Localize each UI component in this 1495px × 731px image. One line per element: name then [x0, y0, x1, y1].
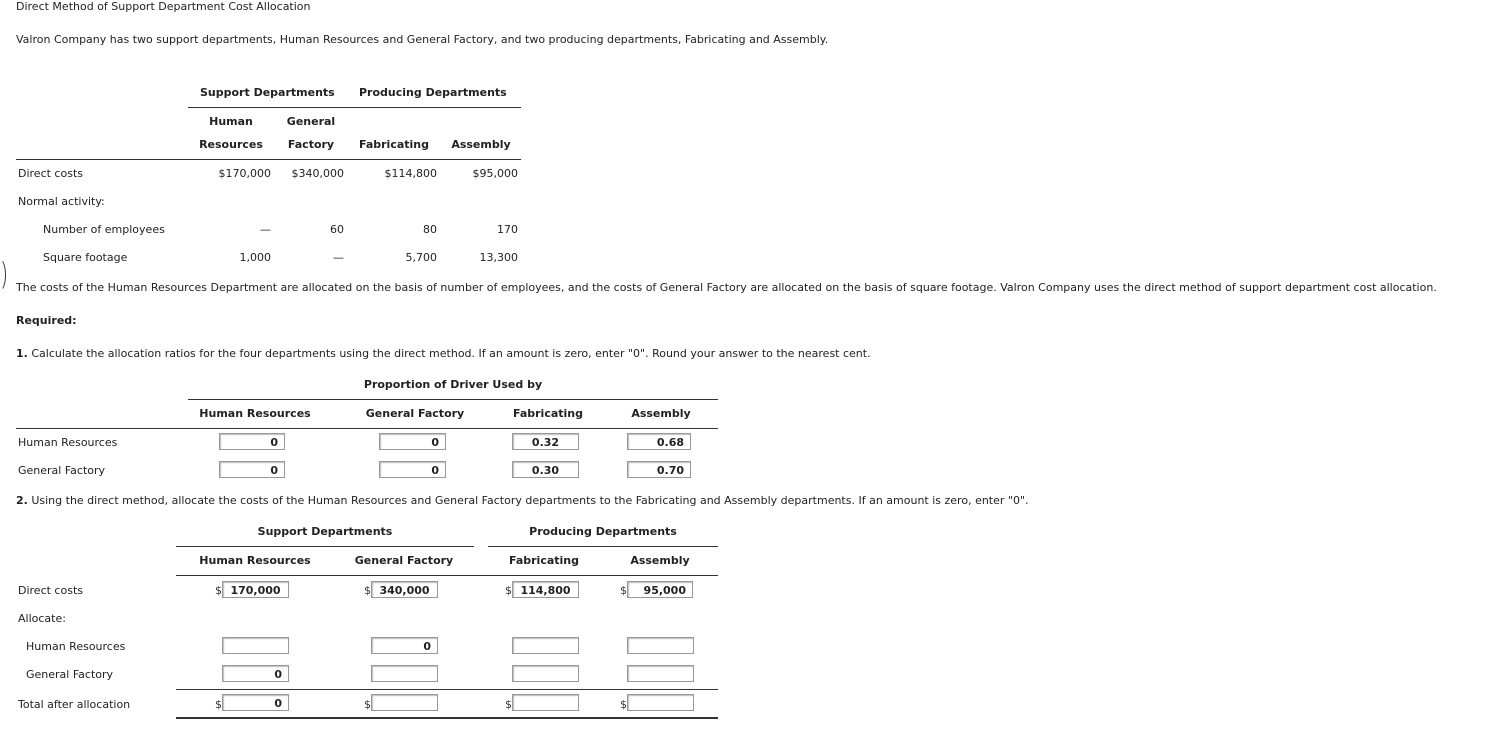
q2-row-label-total: Total after allocation [18, 698, 131, 711]
q2-double-underline [176, 717, 718, 719]
row-label-direct-costs: Direct costs [18, 167, 83, 180]
q2-row-label-alloc-gf: General Factory [26, 668, 114, 681]
required-label: Required: [16, 314, 77, 327]
row-label-normal-activity: Normal activity: [18, 195, 105, 208]
q2-row-label-alloc-hr: Human Resources [26, 640, 126, 653]
q1-text: Calculate the allocation ratios for the four departments using the direct method. If an amount is zero, enter "0". Round your answer to the nearest cent. [27, 347, 871, 360]
cell-emp-fab: 80 [423, 223, 437, 236]
q1-input-hr-hr[interactable]: 0 [219, 433, 285, 450]
q2-prompt [16, 494, 1029, 507]
q2-group-support: Support Departments [257, 525, 393, 538]
currency-symbol: $ [364, 584, 371, 597]
page-title: Direct Method of Support Department Cost Allocation [16, 0, 311, 13]
q2-row-label-direct: Direct costs [18, 584, 83, 597]
col-fab: Fabricating [358, 138, 430, 151]
q1-column-divider [16, 428, 718, 429]
intro-text: Valron Company has two support departments, Human Resources and General Factory, and two producing departments, Fabricating and Assembly. [16, 33, 829, 46]
cell-emp-gf: 60 [330, 223, 344, 236]
q1-input-gf-gf[interactable]: 0 [379, 461, 446, 478]
currency-symbol: $ [215, 584, 222, 597]
q2-input-total-hr[interactable]: 0 [222, 694, 289, 711]
q1-group-header: Proportion of Driver Used by [363, 378, 543, 391]
cell-direct-fab: $114,800 [384, 167, 437, 180]
q2-group-producing: Producing Departments [529, 525, 677, 538]
q2-input-total-gf[interactable] [371, 694, 438, 711]
cell-emp-asm: 170 [497, 223, 518, 236]
q2-row-label-allocate: Allocate: [18, 612, 66, 625]
row-label-sqft: Square footage [43, 251, 128, 264]
q2-support-divider [176, 546, 474, 547]
cell-sqft-asm: 13,300 [479, 251, 518, 264]
q1-number: 1. [16, 347, 28, 360]
q2-input-direct-gf[interactable]: 340,000 [371, 581, 438, 598]
currency-symbol: $ [505, 698, 512, 711]
cell-sqft-gf: — [333, 251, 344, 264]
q1-input-hr-asm[interactable]: 0.68 [627, 433, 691, 450]
q2-col-fab: Fabricating [508, 554, 580, 567]
q2-input-alloc-hr-gf[interactable]: 0 [371, 637, 438, 654]
q1-input-gf-hr[interactable]: 0 [219, 461, 285, 478]
q1-col-hr: Human Resources [199, 407, 311, 420]
col-asm: Assembly [451, 138, 511, 151]
cell-direct-hr: $170,000 [218, 167, 271, 180]
q1-input-hr-fab[interactable]: 0.32 [512, 433, 579, 450]
q2-input-direct-hr[interactable]: 170,000 [222, 581, 289, 598]
cell-sqft-fab: 5,700 [405, 251, 437, 264]
q1-col-fab: Fabricating [512, 407, 584, 420]
basis-text: The costs of the Human Resources Department are allocated on the basis of number of employees, and the costs of General Factory are allocated on the basis of square footage. Valron Company uses the direct method of support department cost allocation. [16, 281, 1437, 294]
currency-symbol: $ [620, 584, 627, 597]
header-divider [188, 107, 521, 108]
q2-input-direct-asm[interactable]: 95,000 [627, 581, 693, 598]
q2-col-gf: General Factory [354, 554, 454, 567]
currency-symbol: $ [505, 584, 512, 597]
q1-row-label-gf: General Factory [18, 464, 106, 477]
q2-input-alloc-gf-asm[interactable] [627, 665, 694, 682]
q1-row-label-hr: Human Resources [18, 436, 118, 449]
cell-direct-gf: $340,000 [291, 167, 344, 180]
currency-symbol: $ [215, 698, 222, 711]
column-divider [16, 159, 521, 160]
q1-col-gf: General Factory [365, 407, 465, 420]
q1-header-divider [188, 399, 718, 400]
q1-input-gf-fab[interactable]: 0.30 [512, 461, 579, 478]
q2-input-total-asm[interactable] [627, 694, 694, 711]
q2-total-divider [176, 689, 718, 690]
group-header-support: Support Departments [200, 86, 335, 99]
currency-symbol: $ [364, 698, 371, 711]
q1-input-hr-gf[interactable]: 0 [379, 433, 446, 450]
left-bracket-decoration [0, 258, 6, 292]
q2-number: 2. [16, 494, 28, 507]
q2-input-alloc-gf-gf[interactable] [371, 665, 438, 682]
q1-col-asm: Assembly [631, 407, 691, 420]
q2-input-direct-fab[interactable]: 114,800 [512, 581, 579, 598]
cell-sqft-hr: 1,000 [239, 251, 271, 264]
q2-col-asm: Assembly [630, 554, 690, 567]
row-label-employees: Number of employees [43, 223, 165, 236]
q2-input-alloc-hr-fab[interactable] [512, 637, 579, 654]
q1-input-gf-asm[interactable]: 0.70 [627, 461, 691, 478]
q2-col-hr: Human Resources [199, 554, 311, 567]
q2-input-total-fab[interactable] [512, 694, 579, 711]
q2-input-alloc-hr-hr[interactable] [222, 637, 289, 654]
cell-emp-hr: — [260, 223, 271, 236]
col-gf-line2: Factory [287, 138, 335, 151]
col-hr-line1: Human [209, 115, 253, 128]
q1-prompt [16, 347, 871, 360]
q2-input-alloc-gf-hr[interactable]: 0 [222, 665, 289, 682]
q2-text: Using the direct method, allocate the costs of the Human Resources and General Factory departments to the Fabricating and Assembly departments. If an amount is zero, enter "0". [27, 494, 1029, 507]
q2-input-alloc-hr-asm[interactable] [627, 637, 694, 654]
q2-input-alloc-gf-fab[interactable] [512, 665, 579, 682]
group-header-producing: Producing Departments [359, 86, 507, 99]
q2-column-divider [176, 575, 718, 576]
currency-symbol: $ [620, 698, 627, 711]
q2-producing-divider [488, 546, 718, 547]
col-hr-line2: Resources [199, 138, 263, 151]
cell-direct-asm: $95,000 [472, 167, 518, 180]
col-gf-line1: General [286, 115, 336, 128]
